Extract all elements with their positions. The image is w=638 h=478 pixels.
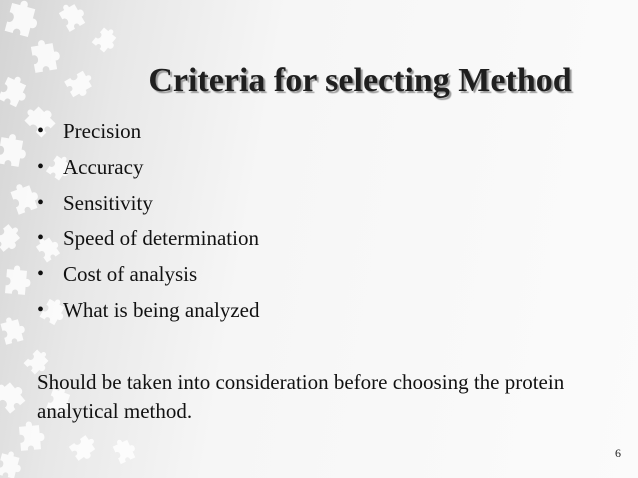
list-item-text: Sensitivity: [63, 190, 153, 215]
list-item-text: Cost of analysis: [63, 262, 198, 287]
bullet-icon: •: [37, 298, 45, 321]
list-item-text: Precision: [63, 119, 142, 143]
bullet-icon: •: [37, 263, 45, 286]
bullet-icon: •: [37, 227, 45, 250]
list-item-text: What is being analyzed: [63, 297, 260, 322]
bullet-icon: •: [37, 120, 45, 142]
bullet-icon: •: [37, 191, 45, 214]
page-number: 6: [615, 446, 621, 460]
list-item: [37, 225, 260, 261]
list-item: [37, 154, 260, 190]
slide-title: Criteria for selecting Method: [148, 62, 572, 99]
list-item: [37, 261, 260, 297]
list-item: [37, 118, 260, 154]
list-item: [37, 190, 260, 226]
bullet-icon: •: [37, 155, 45, 178]
criteria-list: [37, 118, 260, 333]
list-item-text: Speed of determination: [63, 226, 259, 251]
list-item: [37, 297, 260, 333]
list-item-text: Accuracy: [63, 154, 144, 179]
note-paragraph: Should be taken into consideration before choosing the protein analytical method.: [37, 370, 565, 423]
